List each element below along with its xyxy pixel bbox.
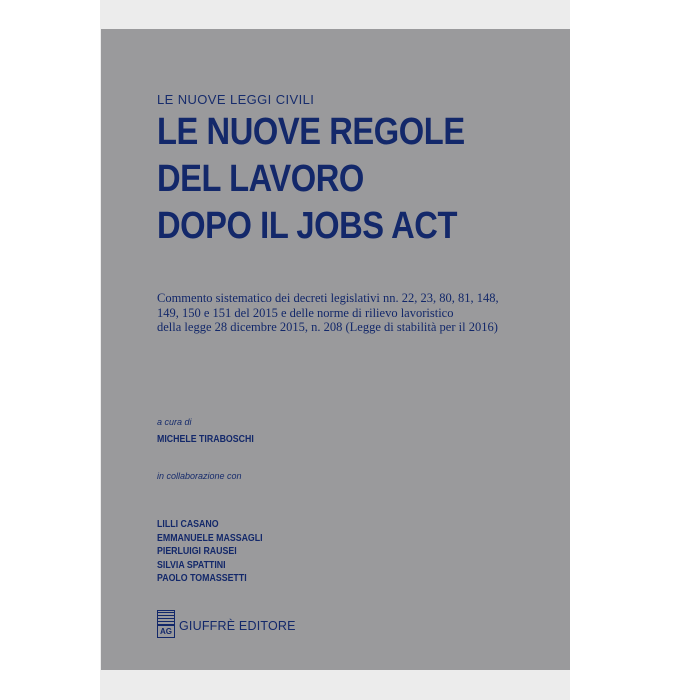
title-line: DOPO IL JOBS ACT [157, 205, 457, 247]
logo-stripes [158, 611, 174, 626]
logo-letters: AG [160, 627, 172, 636]
collaborator-list [157, 518, 263, 586]
publisher-name: GIUFFRÈ EDITORE [179, 619, 296, 633]
publisher-block [157, 610, 296, 638]
collaborator-name: PAOLO TOMASSETTI [157, 573, 247, 584]
collaboration-label: in collaborazione con [157, 471, 242, 481]
editor-label: a cura di [157, 417, 192, 427]
publisher-logo-icon [157, 610, 175, 638]
book-cover [101, 29, 570, 670]
collaborator-name: LILLI CASANO [157, 519, 219, 530]
subtitle-line: Commento sistematico dei decreti legislativi nn. 22, 23, 80, 81, 148, [157, 291, 499, 305]
collaborator-name: EMMANUELE MASSAGLI [157, 532, 263, 544]
title-line: LE NUOVE REGOLE [157, 111, 465, 153]
title-line: DEL LAVORO [157, 158, 364, 200]
editor-name: MICHELE TIRABOSCHI [157, 434, 254, 445]
collaborator-name: SILVIA SPATTINI [157, 559, 226, 571]
book-title [157, 109, 465, 250]
subtitle-line: 149, 150 e 151 del 2015 e delle norme di rilievo lavoristico [157, 305, 454, 320]
collaborator-name: PIERLUIGI RAUSEI [157, 546, 237, 557]
book-subtitle [157, 291, 499, 335]
series-title: LE NUOVE LEGGI CIVILI [157, 92, 315, 107]
subtitle-line: della legge 28 dicembre 2015, n. 208 (Legge di stabilità per il 2016) [157, 320, 498, 334]
